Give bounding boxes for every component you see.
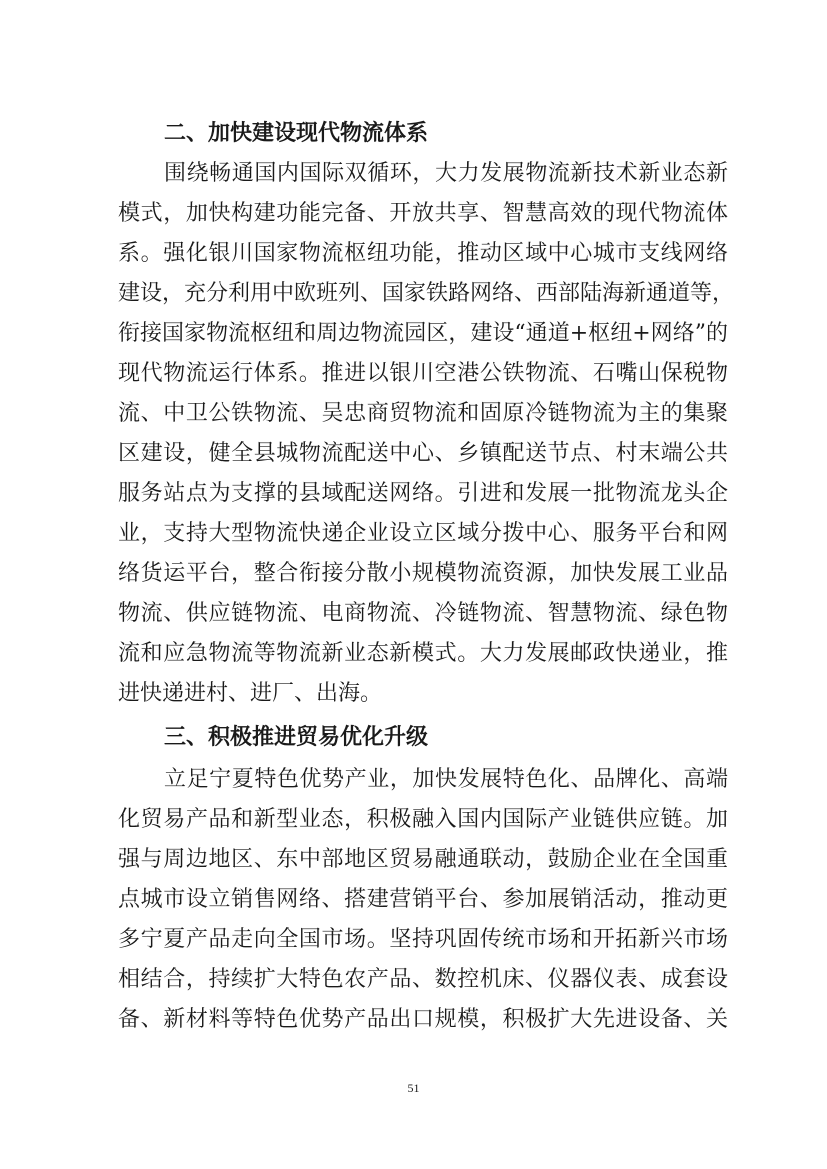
section-2-line-13: 流和应急物流等物流新业态新模式。大力发展邮政快递业，推 <box>118 641 728 666</box>
section-3-line-6: 相结合，持续扩大特色农产品、数控机床、仪器仪表、成套设 <box>118 967 728 992</box>
section-2-line-14: 进快递进村、进厂、出海。 <box>118 681 383 706</box>
section-2-line-6: 现代物流运行体系。推进以银川空港公铁物流、石嘴山保税物 <box>118 361 728 386</box>
section-2-line-7: 流、中卫公铁物流、吴忠商贸物流和固原冷链物流为主的集聚 <box>118 401 728 426</box>
section-3-line-5: 多宁夏产品走向全国市场。坚持巩固传统市场和开拓新兴市场 <box>118 927 728 952</box>
section-2-line-2: 模式，加快构建功能完备、开放共享、智慧高效的现代物流体 <box>118 201 728 226</box>
section-3-line-3: 强与周边地区、东中部地区贸易融通联动，鼓励企业在全国重 <box>118 847 728 872</box>
section-3-line-1: 立足宁夏特色优势产业，加快发展特色化、品牌化、高端 <box>164 767 728 792</box>
section-3-line-7: 备、新材料等特色优势产品出口规模，积极扩大先进设备、关 <box>118 1007 728 1032</box>
section-2-heading: 二、加快建设现代物流体系 <box>164 121 429 146</box>
section-3-heading: 三、积极推进贸易优化升级 <box>164 725 429 750</box>
section-2-line-11: 络货运平台，整合衔接分散小规模物流资源，加快发展工业品 <box>118 561 728 586</box>
section-3-line-2: 化贸易产品和新型业态，积极融入国内国际产业链供应链。加 <box>118 807 728 832</box>
page-number: 51 <box>407 1081 420 1095</box>
section-2-line-9: 服务站点为支撑的县域配送网络。引进和发展一批物流龙头企 <box>118 481 728 506</box>
section-3-line-4: 点城市设立销售网络、搭建营销平台、参加展销活动，推动更 <box>118 887 728 912</box>
section-2-line-1: 围绕畅通国内国际双循环，大力发展物流新技术新业态新 <box>164 161 728 186</box>
section-2-line-10: 业，支持大型物流快递企业设立区域分拨中心、服务平台和网 <box>118 521 728 546</box>
section-2-line-4: 建设，充分利用中欧班列、国家铁路网络、西部陆海新通道等， <box>118 281 735 306</box>
section-2-line-3: 系。强化银川国家物流枢纽功能，推动区域中心城市支线网络 <box>118 241 728 266</box>
section-2-line-12: 物流、供应链物流、电商物流、冷链物流、智慧物流、绿色物 <box>118 601 728 626</box>
section-2-line-8: 区建设，健全县城物流配送中心、乡镇配送节点、村末端公共 <box>118 441 728 466</box>
section-2-line-5: 衔接国家物流枢纽和周边物流园区，建设“通道+枢纽+网络”的 <box>118 321 728 346</box>
